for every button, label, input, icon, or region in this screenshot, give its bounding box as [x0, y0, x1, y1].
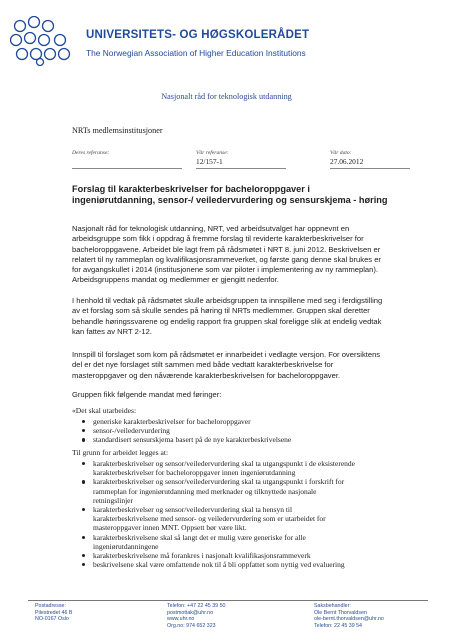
item-text: standardisert sensurskjema basert på de nye karakterbeskrivelsene — [93, 435, 292, 445]
org-name: UNIVERSITETS- OG HØGSKOLERÅDET — [86, 29, 310, 41]
footer-line[interactable]: www.uhr.no — [167, 616, 195, 623]
list-item — [82, 417, 422, 426]
basis-intro: Til grunn for arbeidet legges at: — [72, 448, 169, 457]
paragraph-mandate-lead — [72, 390, 417, 400]
text-line: Nasjonalt råd for teknologisk utdanning, NRT, ved arbeidsutvalget har oppnevnt en — [72, 224, 350, 233]
our-reference-label: Vår referanse: — [196, 150, 229, 156]
footer-line: Pilestredet 46 B — [35, 609, 73, 616]
our-reference-underline — [196, 168, 286, 169]
mandate-list — [82, 417, 422, 445]
footer-address — [35, 603, 72, 623]
footer-line: Postadresse: — [35, 603, 66, 609]
item-text: retningslinjer — [93, 495, 133, 505]
bullet-icon — [82, 536, 85, 539]
item-text: karakterbeskrivelsene med sensor- og veiledervurdering som er utarbeidet for — [93, 514, 326, 524]
item-text: karakterbeskrivelsene skal så langt det er mulig være generiske for alle — [93, 532, 306, 542]
title-line: Forslag til karakterbeskrivelser for bacheloroppgaver i — [72, 184, 310, 194]
your-reference-label: Deres referanse: — [72, 150, 110, 156]
footer-line: Saksbehandler: — [314, 603, 351, 609]
date-underline — [330, 168, 410, 169]
your-reference-underline — [72, 168, 182, 169]
text-line: I henhold til vedtak på rådsmøtet skulle arbeidsgruppen ta innspillene med seg i ferdigstilling — [72, 296, 383, 305]
bullet-icon — [82, 429, 85, 432]
footer-contact — [167, 603, 225, 629]
item-text: generiske karakterbeskrivelser for bacheloroppgaver — [93, 417, 251, 426]
text-line: relatert til ny rammeplan og kvalifikasjonsrammeverket, og første gang denne skal brukes er — [72, 254, 381, 264]
footer-case-officer — [314, 603, 384, 629]
footer-line: Org.no: 974 652 323 — [167, 622, 216, 629]
item-text: karakterbeskrivelser og sensor/veiledervurdering skal ta hensyn til — [93, 505, 293, 515]
bullet-icon — [82, 438, 85, 441]
text-line: Innspill til forslaget som kom på rådsmøtet er innarbeidet i vedlagte versjon. For oversiktens — [72, 350, 381, 359]
text-line: bacheloroppgavene. Arbeidet ble lagt frem på rådsmøtet i NRT 8. juni 2012. Beskrivelsen er — [72, 244, 381, 254]
bullet-icon — [82, 420, 85, 423]
list-item — [82, 551, 422, 560]
item-text: karakterbeskrivelsene må forankres i nasjonalt kvalifikasjonsrammeverk — [93, 551, 311, 561]
our-reference-value: 12/157-1 — [196, 157, 223, 166]
list-item — [82, 533, 422, 551]
paragraph-input — [72, 350, 417, 381]
text-line: arbeidsgruppe som fikk i oppdrag å fremme forslag til reviderte karakterbeskrivelser for — [72, 234, 364, 244]
list-item — [82, 560, 422, 569]
recipient: NRTs medlemsinstitusjoner — [72, 126, 163, 135]
list-item — [82, 426, 422, 435]
date-label: Vår dato: — [330, 150, 352, 156]
bullet-icon — [82, 480, 85, 483]
item-text: karakterbeskrivelser og sensor/veiledervurdering skal ta utgangspunkt i forskrift for — [93, 477, 345, 487]
item-text: sensor-/veiledervurdering — [93, 426, 170, 436]
council-name: Nasjonalt råd for teknologisk utdanning — [161, 92, 292, 101]
item-text: ingeniørutdanningene — [93, 541, 159, 551]
item-text: masteroppgaver innen MNT. Oppsett bør være likt. — [93, 523, 247, 533]
basis-list — [82, 459, 422, 569]
bullet-icon — [82, 508, 85, 511]
footer-line: Ole Bernt Thorvaldsen — [314, 609, 367, 616]
text-line: behandle høringssvarene og endelig rapport fra gruppen skal foreligge slik at endelig vedtak — [72, 316, 382, 326]
text-line: Arbeidsgruppens mandat og medlemmer er gjengitt nedenfor. — [72, 275, 279, 285]
bullet-icon — [82, 563, 85, 566]
item-text: karakterbeskrivelser for bacheloroppgaver innen ingeniørutdanning — [93, 468, 296, 478]
text-line: kan fattes av NRT 2-12. — [72, 326, 152, 336]
footer-line: Telefon: +47 22 45 39 50 — [167, 603, 226, 609]
title-line: ingeniørutdanning, sensor-/ veiledervurdering og sensurskjema - høring — [72, 195, 388, 206]
footer-divider — [28, 600, 428, 601]
footer-line: NO-0167 Oslo — [35, 616, 69, 623]
text-line: Gruppen fikk følgende mandat med føringer: — [72, 390, 222, 399]
document-title — [72, 184, 412, 206]
bullet-icon — [82, 462, 85, 465]
footer-line[interactable]: postmottak@uhr.no — [167, 609, 214, 616]
item-text: karakterbeskrivelser og sensor/veiledervurdering skal ta utgangspunkt i de eksisterende — [93, 459, 355, 468]
paragraph-process — [72, 296, 417, 337]
footer-line: Telefon: 22 45 39 54 — [314, 622, 363, 629]
list-item — [82, 477, 422, 505]
mandate-intro: «Det skal utarbeides: — [72, 406, 137, 415]
item-text: rammeplan for ingeniørutdanning med merknader og tilknyttede nasjonale — [93, 486, 317, 496]
item-text: beskrivelsene skal være omfattende nok til å bli oppfattet som nyttig ved evaluering — [93, 560, 345, 570]
list-item — [82, 505, 422, 533]
text-line: av et forslag som så skulle sendes på høring til NRTs medlemmer. Gruppen skal deretter — [72, 306, 370, 316]
org-subtitle: The Norwegian Association of Higher Education Institutions — [86, 48, 306, 58]
paragraph-intro — [72, 224, 417, 286]
text-line: for avgangskullet i 2014 (institusjonene som var piloter i implementering av ny rammeplan). — [72, 265, 379, 275]
footer-line[interactable]: ole-bernt.thorvaldsen@uhr.no — [314, 616, 384, 623]
date-value: 27.06.2012 — [330, 157, 364, 166]
text-line: masteroppgaver og den nåværende karakterbeskrivelsen for bacheloroppgaver. — [72, 370, 341, 380]
uhr-logo — [10, 16, 82, 66]
list-item — [82, 459, 422, 477]
list-item — [82, 435, 422, 444]
bullet-icon — [82, 554, 85, 557]
text-line: del er det nye forslaget stilt sammen med både vedtatt karakterbeskrivelse for — [72, 360, 334, 370]
